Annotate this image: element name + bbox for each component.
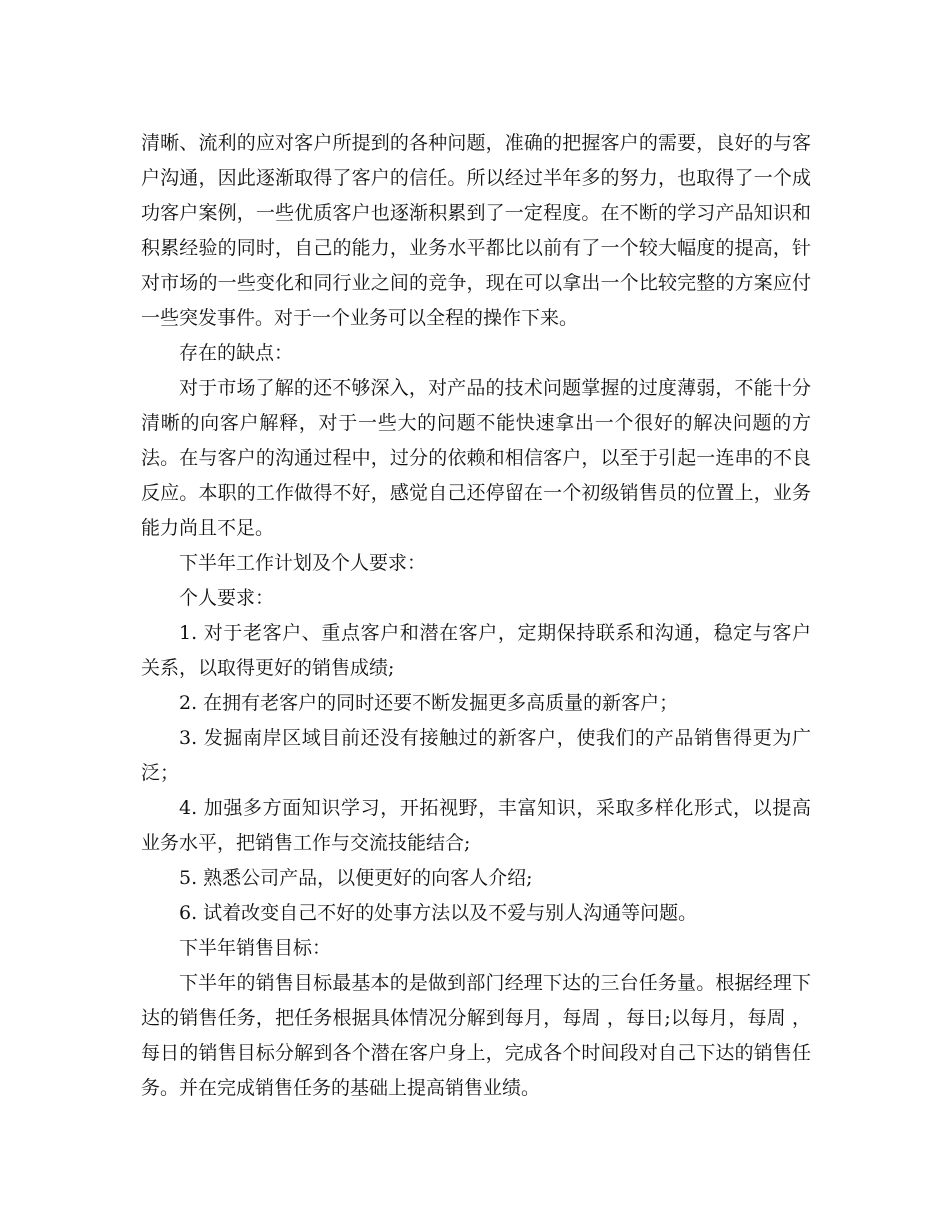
paragraph-continuation: 清晰、流利的应对客户所提到的各种问题，准确的把握客户的需要，良好的与客户沟通，因此逐渐取得了客户的信任。所以经过半年多的努力，也取得了一个成功客户案例，一些优质客户也逐渐积累到了一定程度。在不断的学习产品知识和积累经验的同时，自己的能力，业务水平都比以前有了一个较大幅度的提高，针对市场的一些变化和同行业之间的竞争，现在可以拿出一个比较完整的方案应付一些突发事件。对于一个业务可以全程的操作下来。 (141, 132, 811, 329)
heading-personal-requirements: 个人要求： (179, 587, 275, 609)
paragraph-shortcomings: 对于市场了解的还不够深入，对产品的技术问题掌握的过度薄弱，不能十分清晰的向客户解释，对于一些大的问题不能快速拿出一个很好的解决问题的方法。在与客户的沟通过程中，过分的依赖和相信客户，以至于引起一连串的不良反应。本职的工作做得不好，感觉自己还停留在一个初级销售员的位置上，业务能力尚且不足。 (141, 377, 811, 539)
list-item-1: 1. 对于老客户、重点客户和潜在客户，定期保持联系和沟通，稳定与客户关系，以取得更好的销售成绩; (141, 622, 811, 679)
list-item-2: 2. 在拥有老客户的同时还要不断发掘更多高质量的新客户； (179, 692, 679, 714)
list-item-3: 3. 发掘南岸区域目前还没有接触过的新客户，使我们的产品销售得更为广泛； (141, 727, 811, 784)
heading-work-plan: 下半年工作计划及个人要求： (179, 552, 427, 574)
list-item-6: 6. 试着改变自己不好的处事方法以及不爱与别人沟通等问题。 (179, 902, 698, 924)
paragraph-sales-target: 下半年的销售目标最基本的是做到部门经理下达的三台任务量。根据经理下达的销售任务，把任务根据具体情况分解到每月，每周 ，每日;以每月，每周 ，每日的销售目标分解到各个潜在客户身上，完成各个时间段对自己下达的销售任务。并在完成销售任务的基础上提高销售业绩。 (141, 972, 811, 1099)
heading-shortcomings: 存在的缺点： (179, 342, 294, 364)
list-item-5: 5. 熟悉公司产品，以便更好的向客人介绍; (179, 867, 533, 889)
list-item-4: 4. 加强多方面知识学习，开拓视野，丰富知识，采取多样化形式，以提高业务水平，把销售工作与交流技能结合; (141, 797, 811, 854)
heading-sales-target: 下半年销售目标： (179, 937, 332, 959)
document-body (141, 126, 811, 1106)
